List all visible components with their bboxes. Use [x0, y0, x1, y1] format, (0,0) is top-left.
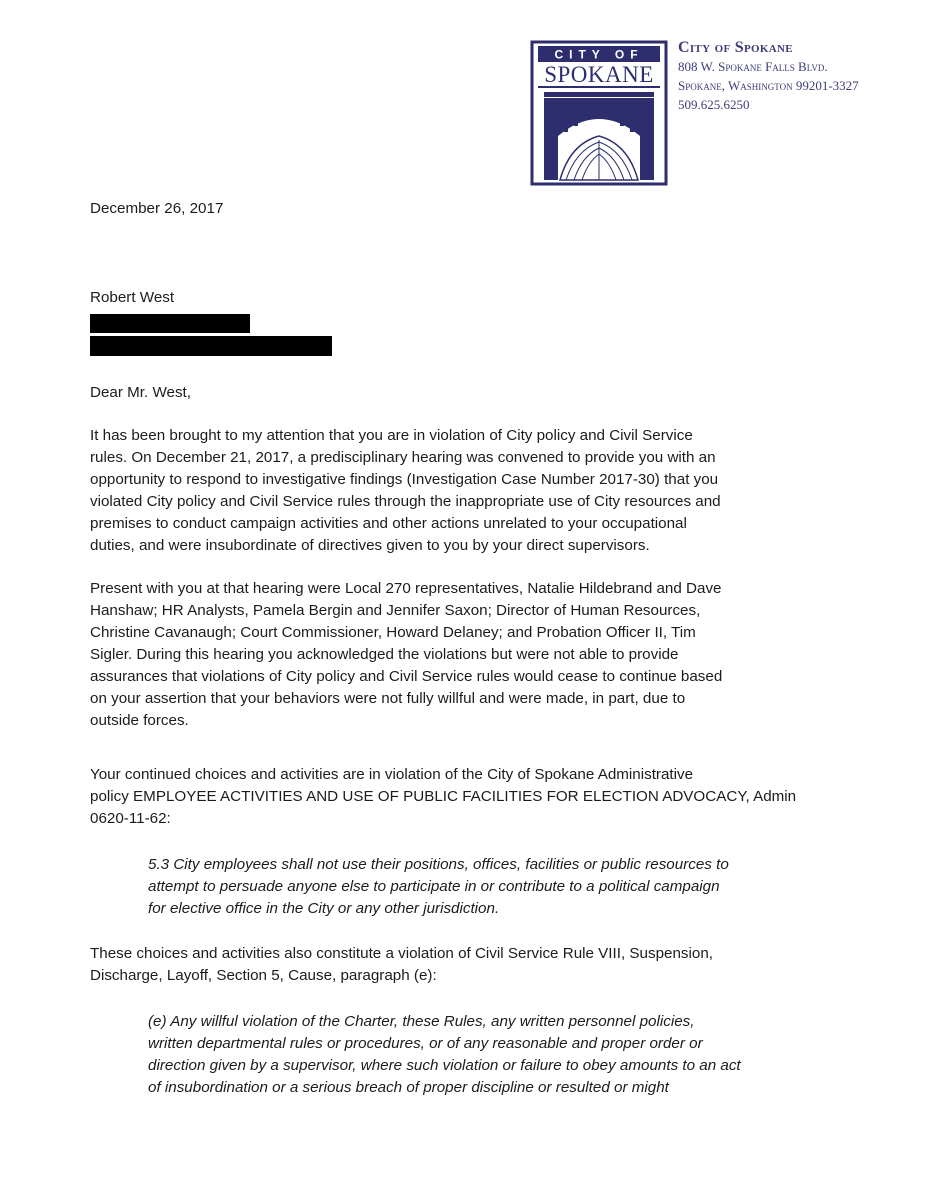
quote-line: written departmental rules or procedures, or of any reasonable and proper order or [148, 1035, 703, 1052]
paragraph-line: It has been brought to my attention that you are in violation of City policy and Civil Service [90, 427, 693, 444]
city-logo [530, 40, 668, 186]
logo-name-text: SPOKANE [544, 62, 654, 87]
paragraph-line: outside forces. [90, 712, 189, 729]
paragraph-line: Your continued choices and activities are in violation of the City of Spokane Administrative [90, 766, 694, 783]
recipient-name: Robert West [90, 289, 175, 306]
paragraph-line: policy EMPLOYEE ACTIVITIES AND USE OF PUBLIC FACILITIES FOR ELECTION ADVOCACY, Admin [90, 788, 797, 805]
letterhead-address [678, 38, 918, 114]
org-name: City of Spokane [678, 39, 793, 56]
spokane-bridge-logo-icon [530, 40, 668, 186]
paragraph-line: Sigler. During this hearing you acknowledged the violations but were not able to provide [90, 646, 679, 663]
paragraph-line: duties, and were insubordinate of directives given to you by your direct supervisors. [90, 537, 650, 554]
quote-line: 5.3 City employees shall not use their positions, offices, facilities or public resources to [148, 856, 729, 873]
quote-line: for elective office in the City or any other jurisdiction. [148, 900, 500, 917]
quote-line: attempt to persuade anyone else to participate in or contribute to a political campaign [148, 878, 720, 895]
paragraph-line: Christine Cavanaugh; Court Commissioner, Howard Delaney; and Probation Officer II, Tim [90, 624, 696, 641]
paragraph-line: opportunity to respond to investigative findings (Investigation Case Number 2017-30) that you [90, 471, 719, 488]
paragraph-line: on your assertion that your behaviors were not fully willful and were made, in part, due to [90, 690, 686, 707]
logo-top-text: CITY OF [554, 47, 644, 62]
letter-date: December 26, 2017 [90, 200, 224, 217]
redacted-address-line-2 [90, 336, 332, 356]
paragraph-line: 0620-11-62: [90, 810, 171, 827]
quote-line: (e) Any willful violation of the Charter, these Rules, any written personnel policies, [148, 1013, 695, 1030]
street-address: 808 W. Spokane Falls Blvd. [678, 59, 828, 74]
quote-line: direction given by a supervisor, where such violation or failure to obey amounts to an act [148, 1057, 741, 1074]
city-state-zip: Spokane, Washington 99201-3327 [678, 78, 859, 93]
paragraph-line: assurances that violations of City policy and Civil Service rules would cease to continue based [90, 668, 723, 685]
paragraph-line: Hanshaw; HR Analysts, Pamela Bergin and Jennifer Saxon; Director of Human Resources, [90, 602, 701, 619]
phone-number: 509.625.6250 [678, 97, 750, 112]
paragraph-line: Discharge, Layoff, Section 5, Cause, paragraph (e): [90, 967, 437, 984]
salutation: Dear Mr. West, [90, 384, 191, 401]
paragraph-line: premises to conduct campaign activities and other actions unrelated to your occupational [90, 515, 687, 532]
quote-line: of insubordination or a serious breach of proper discipline or resulted or might [148, 1079, 669, 1096]
paragraph-line: violated City policy and Civil Service rules through the inappropriate use of City resources and [90, 493, 721, 510]
redacted-address-line-1 [90, 314, 250, 333]
paragraph-line: rules. On December 21, 2017, a predisciplinary hearing was convened to provide you with an [90, 449, 716, 466]
paragraph-line: These choices and activities also constitute a violation of Civil Service Rule VIII, Suspension, [90, 945, 713, 962]
paragraph-line: Present with you at that hearing were Local 270 representatives, Natalie Hildebrand and Dave [90, 580, 722, 597]
